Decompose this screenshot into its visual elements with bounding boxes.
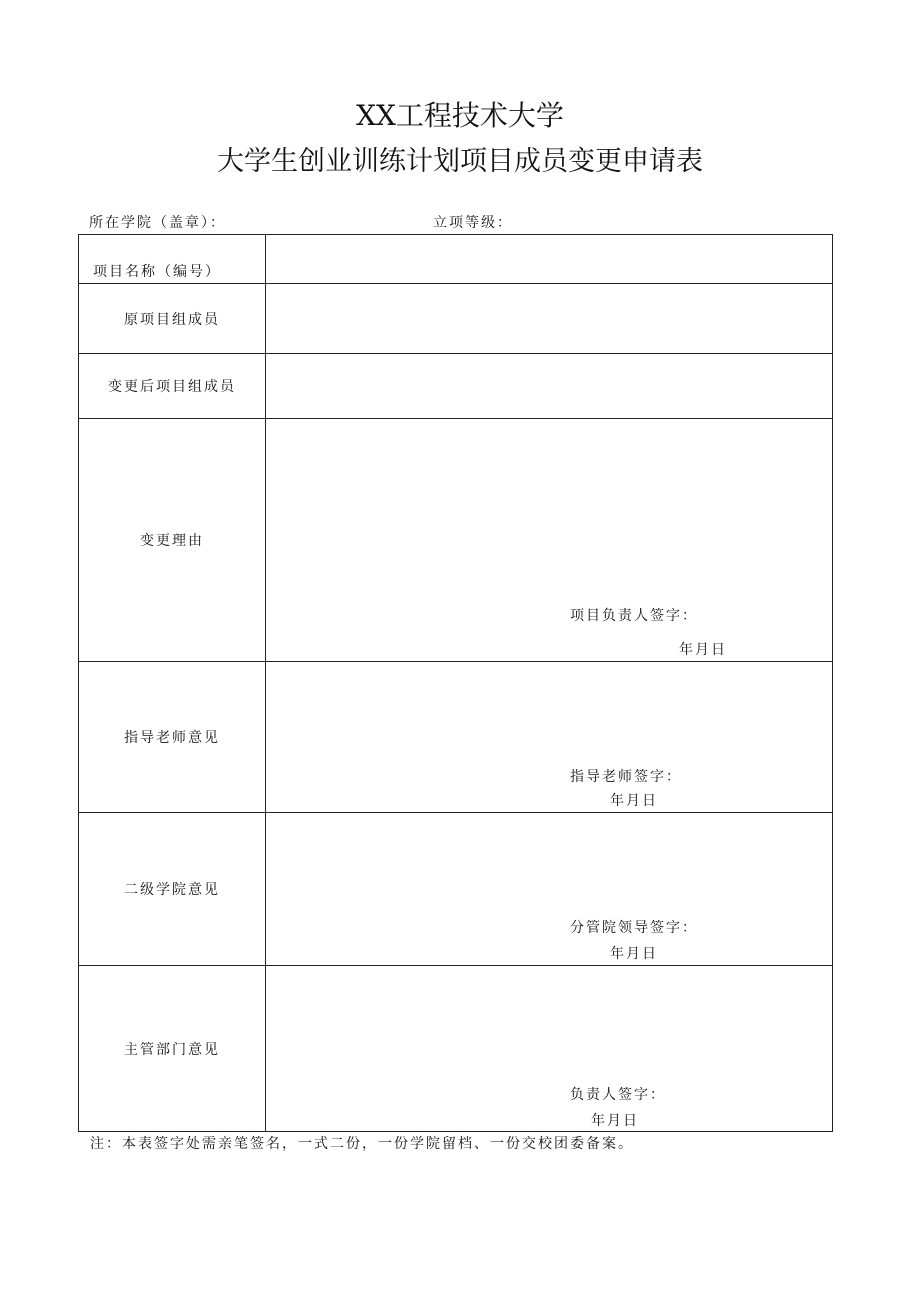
college-label: 所在学院（盖章）： — [89, 215, 226, 231]
dept-opinion-label: 主管部门意见 — [79, 966, 266, 1132]
dept-opinion-field[interactable] — [266, 966, 833, 1132]
reason-label: 变更理由 — [79, 419, 266, 662]
form-title: 大学生创业训练计划项目成员变更申请表 — [217, 146, 703, 177]
college-leader-signature-label: 分管院领导签字： — [570, 920, 698, 936]
row-project-name — [79, 235, 833, 284]
leader-date-label: 年月日 — [679, 642, 727, 658]
college-opinion-label: 二级学院意见 — [79, 813, 266, 966]
college-opinion-field[interactable] — [266, 813, 833, 966]
advisor-signature-label: 指导老师签字： — [570, 769, 682, 785]
advisor-opinion-label: 指导老师意见 — [79, 662, 266, 813]
reason-field[interactable] — [266, 419, 833, 662]
dept-date-label: 年月日 — [591, 1113, 639, 1129]
footer-note: 注：本表签字处需亲笔签名，一式二份，一份学院留档、一份交校团委备案。 — [90, 1136, 634, 1152]
advisor-opinion-field[interactable] — [266, 662, 833, 813]
row-dept-opinion — [79, 966, 833, 1132]
row-new-members — [79, 354, 833, 419]
level-label: 立项等级： — [433, 215, 513, 231]
project-name-field[interactable] — [266, 235, 833, 284]
original-members-label: 原项目组成员 — [79, 284, 266, 354]
row-reason — [79, 419, 833, 662]
row-original-members — [79, 284, 833, 354]
original-members-field[interactable] — [266, 284, 833, 354]
advisor-date-label: 年月日 — [610, 793, 658, 809]
row-advisor-opinion — [79, 662, 833, 813]
project-name-label: 项目名称（编号） — [79, 235, 266, 284]
leader-signature-label: 项目负责人签字： — [570, 608, 698, 624]
college-date-label: 年月日 — [610, 946, 658, 962]
new-members-field[interactable] — [266, 354, 833, 419]
application-form-table — [78, 234, 833, 1132]
dept-signature-label: 负责人签字： — [570, 1087, 666, 1103]
university-title: XX工程技术大学 — [356, 99, 564, 132]
row-college-opinion — [79, 813, 833, 966]
new-members-label: 变更后项目组成员 — [79, 354, 266, 419]
